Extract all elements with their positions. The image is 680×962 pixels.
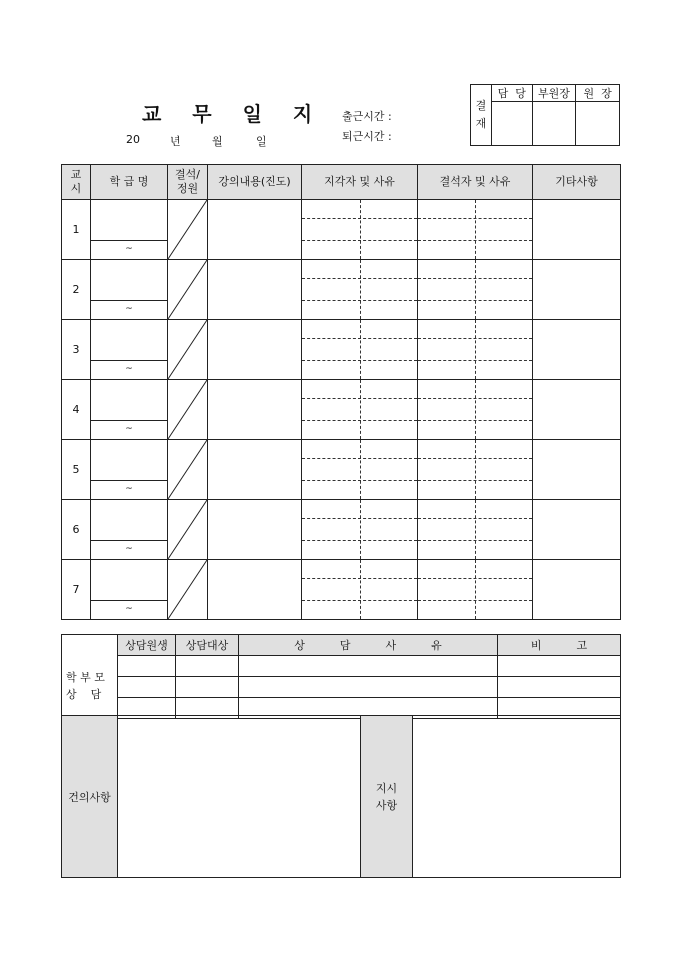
absentees-cell[interactable]	[418, 440, 533, 500]
absentees-cell[interactable]	[418, 560, 533, 620]
class-time-tilde: ~	[125, 544, 133, 554]
lecture-cell[interactable]	[208, 200, 302, 260]
period-row	[62, 200, 621, 260]
lecture-cell[interactable]	[208, 320, 302, 380]
class-name-cell[interactable]	[91, 500, 168, 560]
header-period-line1: 교	[70, 168, 82, 181]
class-time-tilde: ~	[125, 604, 133, 614]
diagonal-slash	[168, 500, 207, 559]
suggestion-content[interactable]	[118, 716, 361, 878]
period-number: 1	[62, 200, 91, 260]
class-time-tilde: ~	[125, 304, 133, 314]
counsel-remarks-cell[interactable]	[498, 656, 621, 677]
counsel-header-target: 상담대상	[176, 635, 239, 656]
parent-counsel-line2: 상 담	[66, 687, 102, 701]
lecture-cell[interactable]	[208, 560, 302, 620]
late-cell[interactable]	[302, 560, 418, 620]
diagonal-slash	[168, 320, 207, 379]
late-cell[interactable]	[302, 200, 418, 260]
lecture-cell[interactable]	[208, 440, 302, 500]
late-cell[interactable]	[302, 320, 418, 380]
approval-col-director: 원 장	[576, 85, 620, 102]
class-name-box	[91, 440, 167, 499]
class-time-divider	[91, 600, 167, 601]
absent-capacity-cell[interactable]	[168, 500, 208, 560]
counsel-header-reason: 상 담 사 유	[239, 635, 498, 656]
dash-divider	[360, 380, 361, 439]
approval-sign-vice-director[interactable]	[532, 102, 576, 146]
class-name-box	[91, 260, 167, 319]
class-name-cell[interactable]	[91, 440, 168, 500]
dash-divider	[475, 260, 476, 319]
late-cell[interactable]	[302, 260, 418, 320]
notes-table	[61, 715, 621, 878]
period-number: 2	[62, 260, 91, 320]
class-name-cell[interactable]	[91, 380, 168, 440]
late-cell[interactable]	[302, 500, 418, 560]
header-etc: 기타사항	[533, 165, 621, 200]
header-period-line2: 시	[70, 182, 82, 195]
date-year: 20	[126, 133, 140, 146]
late-cell[interactable]	[302, 380, 418, 440]
header-class-name: 학 급 명	[91, 165, 168, 200]
etc-cell[interactable]	[533, 320, 621, 380]
class-name-box	[91, 320, 167, 379]
counsel-table	[61, 634, 621, 719]
absent-capacity-cell[interactable]	[168, 380, 208, 440]
counsel-header-remarks: 비 고	[498, 635, 621, 656]
period-row	[62, 320, 621, 380]
approval-col-manager: 담 당	[491, 85, 532, 102]
header-absentees: 결석자 및 사유	[418, 165, 533, 200]
instruction-content[interactable]	[413, 716, 621, 878]
etc-cell[interactable]	[533, 560, 621, 620]
lecture-cell[interactable]	[208, 500, 302, 560]
header-late: 지각자 및 사유	[302, 165, 418, 200]
class-time-divider	[91, 480, 167, 481]
approval-sign-manager[interactable]	[491, 102, 532, 146]
page-title: 교 무 일 지	[142, 102, 325, 126]
approval-col-vice-director: 부원장	[532, 85, 576, 102]
period-number: 5	[62, 440, 91, 500]
dash-divider	[475, 500, 476, 559]
period-row	[62, 440, 621, 500]
class-time-tilde: ~	[125, 484, 133, 494]
period-row	[62, 380, 621, 440]
etc-cell[interactable]	[533, 200, 621, 260]
diagonal-slash	[168, 440, 207, 499]
lecture-cell[interactable]	[208, 260, 302, 320]
class-time-divider	[91, 540, 167, 541]
approval-sign-director[interactable]	[576, 102, 620, 146]
class-time-tilde: ~	[125, 424, 133, 434]
counsel-target-cell[interactable]	[176, 677, 239, 698]
dash-divider	[360, 560, 361, 619]
dash-divider	[475, 200, 476, 259]
diagonal-slash	[168, 260, 207, 319]
parent-counsel-label	[62, 635, 118, 719]
absent-capacity-cell[interactable]	[168, 440, 208, 500]
instruction-line1: 지시	[375, 781, 398, 795]
absentees-cell[interactable]	[418, 320, 533, 380]
class-name-box	[91, 500, 167, 559]
dash-divider	[360, 260, 361, 319]
header-absent-line2: 정원	[176, 182, 199, 195]
etc-cell[interactable]	[533, 260, 621, 320]
absentees-cell[interactable]	[418, 380, 533, 440]
class-time-divider	[91, 300, 167, 301]
late-cell[interactable]	[302, 440, 418, 500]
absent-capacity-cell[interactable]	[168, 320, 208, 380]
etc-cell[interactable]	[533, 500, 621, 560]
dash-divider	[360, 440, 361, 499]
absent-capacity-cell[interactable]	[168, 560, 208, 620]
header-lecture: 강의내용(진도)	[208, 165, 302, 200]
dash-divider	[360, 200, 361, 259]
period-log-table	[61, 164, 621, 620]
absentees-cell[interactable]	[418, 200, 533, 260]
absentees-cell[interactable]	[418, 260, 533, 320]
class-name-cell[interactable]	[91, 260, 168, 320]
absent-capacity-cell[interactable]	[168, 260, 208, 320]
counsel-remarks-cell[interactable]	[498, 677, 621, 698]
period-number: 4	[62, 380, 91, 440]
class-time-divider	[91, 420, 167, 421]
suggestion-label: 건의사항	[62, 716, 118, 878]
counsel-reason-cell[interactable]	[239, 677, 498, 698]
dash-divider	[475, 320, 476, 379]
absentees-cell[interactable]	[418, 500, 533, 560]
etc-cell[interactable]	[533, 440, 621, 500]
class-name-box	[91, 380, 167, 439]
counsel-student-cell[interactable]	[118, 677, 176, 698]
counsel-reason-cell[interactable]	[239, 656, 498, 677]
class-name-box	[91, 560, 167, 619]
class-time-divider	[91, 240, 167, 241]
header-absent-capacity	[168, 165, 208, 200]
header-absent-line1: 결석/	[175, 168, 200, 181]
period-number: 6	[62, 500, 91, 560]
class-name-cell[interactable]	[91, 320, 168, 380]
diagonal-slash	[168, 560, 207, 619]
approval-label-top: 결	[475, 99, 487, 112]
counsel-target-cell[interactable]	[176, 656, 239, 677]
absent-capacity-cell[interactable]	[168, 200, 208, 260]
etc-cell[interactable]	[533, 380, 621, 440]
date-month-unit: 월	[212, 135, 223, 148]
class-time-divider	[91, 360, 167, 361]
instruction-line2: 사항	[375, 798, 398, 812]
dash-divider	[360, 320, 361, 379]
instruction-label	[361, 716, 413, 878]
check-in-time-label: 출근시간 :	[342, 110, 392, 123]
parent-counsel-line1: 학 부 모	[66, 670, 105, 684]
dash-divider	[475, 560, 476, 619]
class-time-tilde: ~	[125, 364, 133, 374]
counsel-student-cell[interactable]	[118, 656, 176, 677]
date-year-unit: 년	[170, 135, 181, 148]
diagonal-slash	[168, 200, 207, 259]
dash-divider	[475, 380, 476, 439]
diagonal-slash	[168, 380, 207, 439]
period-row	[62, 260, 621, 320]
date-day-unit: 일	[256, 135, 267, 148]
class-time-tilde: ~	[125, 244, 133, 254]
period-number: 7	[62, 560, 91, 620]
period-row	[62, 560, 621, 620]
period-number: 3	[62, 320, 91, 380]
check-out-time-label: 퇴근시간 :	[342, 130, 392, 143]
approval-label-bottom: 재	[475, 117, 487, 130]
counsel-header-student: 상담원생	[118, 635, 176, 656]
dash-divider	[360, 500, 361, 559]
lecture-cell[interactable]	[208, 380, 302, 440]
dash-divider	[475, 440, 476, 499]
class-name-cell[interactable]	[91, 200, 168, 260]
period-row	[62, 500, 621, 560]
class-name-cell[interactable]	[91, 560, 168, 620]
header-period	[62, 165, 91, 200]
approval-label	[471, 85, 492, 146]
approval-table	[470, 84, 620, 146]
class-name-box	[91, 200, 167, 259]
